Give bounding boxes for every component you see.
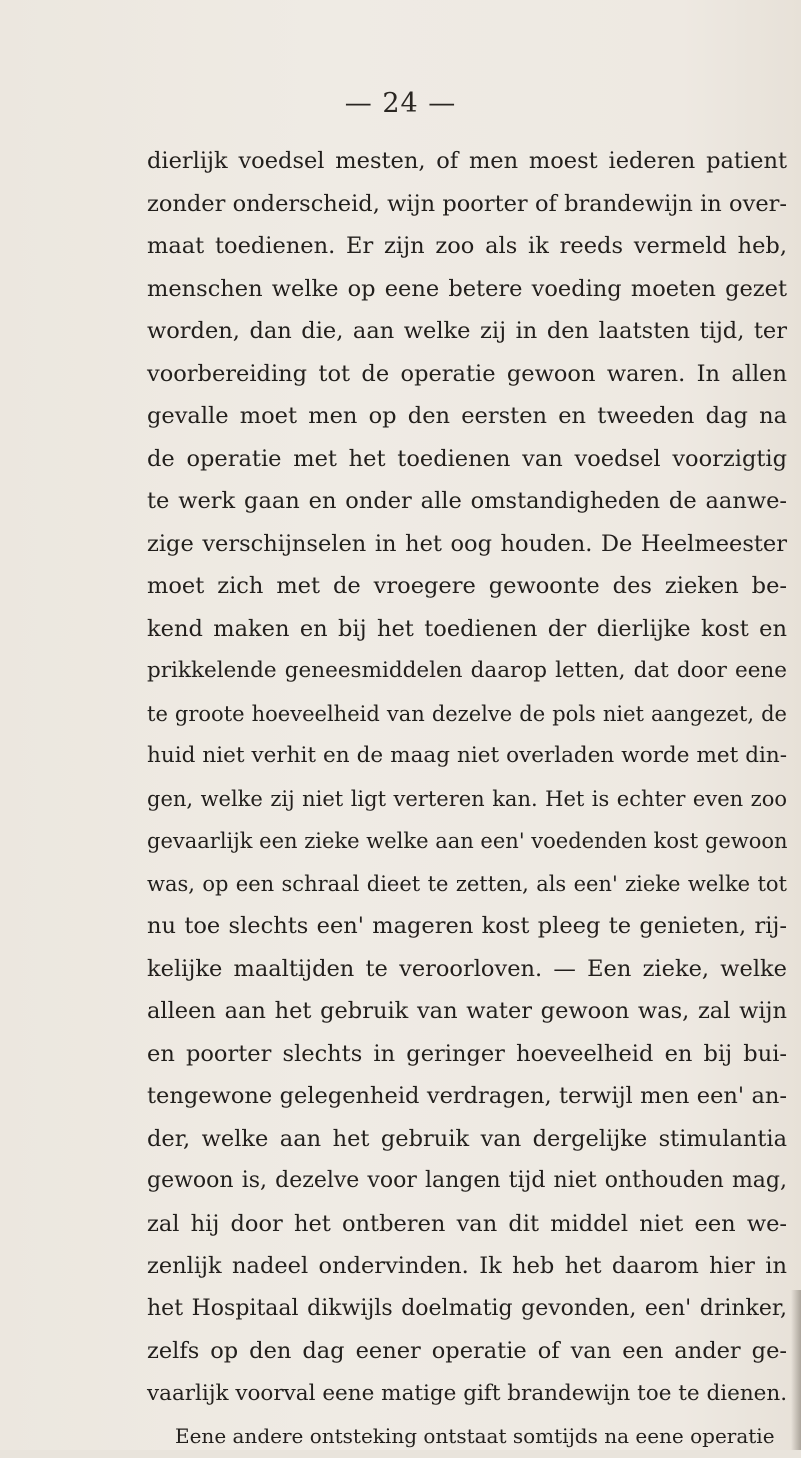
- text-line: te groote hoeveelheid van dezelve de pols niet aangezet, de: [147, 701, 787, 726]
- text-line: zige verschijnselen in het oog houden. De Heelmeester: [147, 530, 787, 557]
- text-line: menschen welke op eene betere voeding moeten gezet: [147, 275, 787, 302]
- page-header: — 24 —: [344, 88, 457, 119]
- text-line: voorbereiding tot de operatie gewoon waren. In allen: [147, 360, 787, 387]
- page-body-text: [147, 140, 787, 1458]
- text-line: te werk gaan en onder alle omstandigheden de aanwe-: [147, 488, 787, 514]
- page-edge-shadow: [791, 1290, 801, 1450]
- text-line: nu toe slechts een' mageren kost pleeg te genieten, rij-: [147, 913, 787, 939]
- text-line: huid niet verhit en de maag niet overladen worde met din-: [147, 743, 787, 768]
- text-line: maat toedienen. Er zijn zoo als ik reeds vermeld heb,: [147, 233, 787, 259]
- text-line: kelijke maaltijden te veroorloven. — Een zieke, welke: [147, 955, 787, 982]
- text-line: Eene andere ontsteking ontstaat somtijds na eene operatie: [175, 1424, 775, 1448]
- text-line: moet zich met de vroegere gewoonte des zieken be-: [147, 573, 787, 599]
- text-line: gevalle moet men op den eersten en tweeden dag na: [147, 403, 787, 429]
- text-line: kend maken en bij het toedienen der dierlijke kost en: [147, 615, 787, 642]
- text-line: zal hij door het ontberen van dit middel niet een we-: [147, 1210, 787, 1237]
- text-line: was, op een schraal dieet te zetten, als een' zieke welke tot: [147, 871, 787, 896]
- text-line: prikkelende geneesmiddelen daarop letten, dat door eene: [147, 658, 787, 683]
- text-line: der, welke aan het gebruik van dergelijke stimulantia: [147, 1125, 787, 1152]
- text-line: gewoon is, dezelve voor langen tijd niet onthouden mag,: [147, 1168, 787, 1193]
- text-line: tengewone gelegenheid verdragen, terwijl men een' an-: [147, 1083, 787, 1109]
- text-line: het Hospitaal dikwijls doelmatig gevonden, een' drinker,: [147, 1295, 787, 1321]
- text-line: alleen aan het gebruik van water gewoon was, zal wijn: [147, 998, 787, 1024]
- text-line: vaarlijk voorval eene matige gift brandewijn toe te dienen.: [147, 1380, 788, 1406]
- text-line: gevaarlijk een zieke welke aan een' voedenden kost gewoon: [147, 829, 788, 853]
- text-line: dierlijk voedsel mesten, of men moest iederen patient: [147, 148, 787, 174]
- text-line: zenlijk nadeel ondervinden. Ik heb het daarom hier in: [147, 1253, 787, 1279]
- text-line: zonder onderscheid, wijn poorter of brandewijn in over-: [147, 190, 787, 217]
- text-line: gen, welke zij niet ligt verteren kan. Het is echter even zoo: [147, 786, 787, 811]
- text-line: de operatie met het toedienen van voedsel voorzigtig: [147, 445, 787, 472]
- text-line: worden, dan die, aan welke zij in den laatsten tijd, ter: [147, 318, 787, 344]
- text-line: zelfs op den dag eener operatie of van een ander ge-: [147, 1338, 787, 1364]
- text-line: en poorter slechts in geringer hoeveelheid en bij bui-: [147, 1040, 787, 1067]
